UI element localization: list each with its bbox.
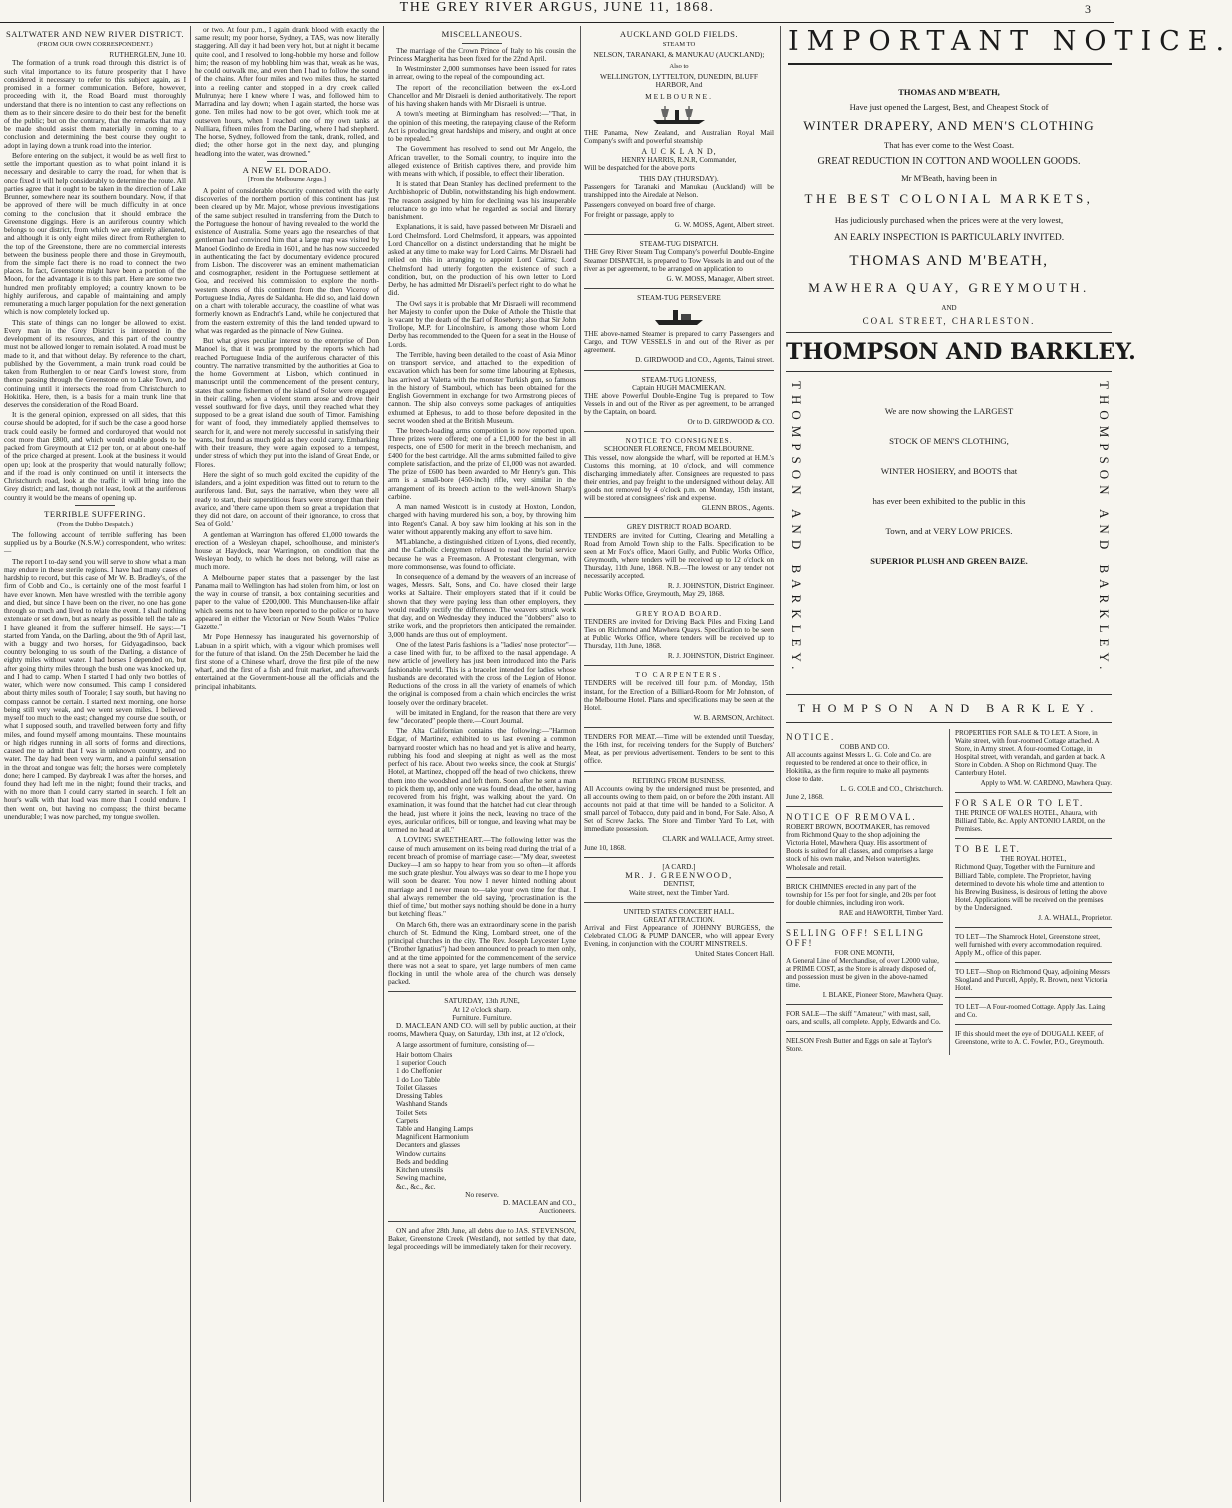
- ad-body: ROBERT BROWN, BOOTMAKER, has removed from Richmond Quay to the shop adjoining the Victoria Hotel, Mawhera Quay. His assortment of Boots is suited for all classes, and comprises a large stock of his own make, and Nelson watertights. Wholesale and retail.: [786, 823, 934, 872]
- ad-signature: L. G. COLE and CO., Christchurch.: [840, 785, 943, 794]
- divider: [584, 370, 774, 371]
- paragraph: On March 6th, there was an extraordinary scene in the parish church of St. Edmund the King, Lombard street, one of the principal churches in the city. The Rev. Joseph Leycester Lyne ("Brother Ignatius") had been announced to preach to men only, and at the time appointed for the commencement of the service there was not a seat to spare, yet large numbers of men came flocking in until the whole area of the church was densely packed.: [388, 919, 576, 987]
- list-item: Carpets: [396, 1115, 419, 1125]
- divider: [584, 902, 774, 903]
- divider: [584, 431, 774, 432]
- paragraph: The marriage of the Crown Prince of Italy to his cousin the Princess Margherita has been fixed for the 22nd April.: [388, 45, 576, 63]
- reduction-heading: GREAT REDUCTION IN COTTON AND WOOLLEN GOODS.: [817, 156, 1081, 167]
- advert-panel: [786, 82, 1136, 1504]
- ad-title: STEAM-TUG LIONESS,: [641, 375, 717, 384]
- ad-body: TENDERS FOR MEAT.—Time will be extended until Tuesday, the 16th inst, for receiving tenders for the Supply of Butchers' Meat, as per previous advertisement. Tenders to be sent to this office.: [584, 733, 774, 766]
- ad-subtitle: WELLINGTON, LYTTELTON, DUNEDIN, BLUFF HARBOR, And: [599, 71, 758, 90]
- ad-subtitle: MELBOURNE.: [645, 91, 713, 101]
- list-item: Magnificent Harmonium: [396, 1132, 469, 1142]
- divider: [584, 517, 774, 518]
- vertical-advert-body: [810, 386, 1088, 586]
- article-source: (From the Dubbo Despatch.): [57, 520, 133, 528]
- list-item: Sewing machine,: [396, 1173, 447, 1183]
- divider: [786, 877, 943, 878]
- paragraph: It is the general opinion, expressed on all sides, that this course should be adopted, for if such be the case a good horse track could easily be formed and corduroyed that would not cost more than £800, and which would enable goods to be packed from Greymouth at £12 per ton, or at about one-half of the price charged at present. Look at the business it would open up; look at the prosperity that would naturally follow; and if the road is only continued on until it intersects the Christchurch road, look at the traffic it will bring into the Grey district; and last, though not least, look at the auriferous country it would be the means of opening up.: [4, 410, 186, 502]
- paragraph: A Melbourne paper states that a passenger by the last Panama mail to Wellington has had stolen from him, or lost on the way in course of transit, a box containing securities and paper to the value of £200,000. This Munchausen-like affair which seems not to have been reported to the police or to have appeared in either the Victorian or New South Wales "Police Gazette.": [195, 572, 379, 632]
- list-item: Toilet Glasses: [396, 1082, 438, 1092]
- divider: [955, 997, 1112, 998]
- ad-card: [A CARD.]: [662, 862, 696, 871]
- ad-subtitle: STEAM TO: [662, 40, 696, 48]
- divider: [786, 722, 1112, 723]
- ad-body: THE Grey River Steam Tug Company's powerful Double-Engine Steamer DISPATCH, is prepared to Tow Vessels in and out of the river as per agreement, to be arranged on application to: [584, 248, 774, 273]
- ad-subtitle: Captain HUGH MACMIEKAN.: [632, 383, 726, 392]
- divider: [955, 927, 1112, 928]
- advert-line: WINTER HOSIERY, and BOOTS that: [880, 466, 1018, 476]
- ad-title: GREY ROAD BOARD.: [635, 609, 723, 618]
- article-source: [From the Melbourne Argus.]: [248, 176, 326, 184]
- ad-body: For freight or passage, apply to: [584, 211, 674, 220]
- paragraph: Explanations, it is said, have passed between Mr Disraeli and Lord Chelmsford. Lord Chelmsford, it appears, was appointed Lord Chancellor on a distinct understanding that he might be asked at any time to make way for Lord Cairns. Mr Disraeli had relied on this in arranging to appoint Lord Cairns; Lord Chelmsford had utterly forgotten the existence of such a condition, but, on the production of his own letter to Lord Derby, he has admitted Mr Disraeli's perfect right to do what he did.: [388, 222, 576, 298]
- paragraph: It is stated that Dean Stanley has declined preferment to the Archbishopric of Dublin, notwithstanding his high endowment. The reason assigned by him for declining was his insuperable reluctance to go into what he regarded as social and literary banishment.: [388, 179, 576, 222]
- paragraph: ON and after 28th June, all debts due to JAS. STEVENSON, Baker, Greenstone Creek (Westland), not settled by that date, legal proceedings will be immediately taken for their recovery.: [388, 1225, 576, 1252]
- ad-body: TO LET—The Shamrock Hotel, Greenstone street, well furnished with every accommodation required. Apply M., office of this paper.: [955, 932, 1102, 957]
- article-title: A NEW EL DORADO.: [242, 164, 332, 175]
- ad-signature: J. A. WHALL, Proprietor.: [1038, 913, 1112, 922]
- list-item: Hair bottom Chairs: [396, 1049, 453, 1059]
- ad-title: RETIRING FROM BUSINESS.: [632, 776, 726, 785]
- divider: [955, 792, 1112, 793]
- ad-address: Waite street, next the Timber Yard.: [628, 888, 730, 897]
- paragraph: D. MACLEAN AND CO. will sell by public auction, at their rooms, Mawhera Quay, on Saturday, 13th inst, at 12 o'clock,: [388, 1021, 576, 1039]
- list-item: Washhand Stands: [396, 1099, 448, 1109]
- quay-address: MAWHERA QUAY, GREYMOUTH.: [808, 280, 1090, 295]
- ad-body: Richmond Quay, Together with the Furniture and Billiard Table, complete. The Proprietor, having determined to devote his whole time and attention to his Brewing Business, is desirous of letting the above Hotel. Applications will be received on the premises by the Undersigned.: [955, 863, 1107, 912]
- advert-line: has ever been exhibited to the public in this: [872, 496, 1026, 506]
- divider: [786, 922, 943, 923]
- ad-date: June 2, 1868.: [786, 793, 824, 802]
- ad-subtitle: GREAT ATTRACTION.: [643, 915, 715, 924]
- paragraph: A town's meeting at Birmingham has resolved:—"That, in the opinion of this meeting, the ratepaying clause of the Reform Act is producing great hardships and misery, and ought at once to be repealed.": [388, 109, 576, 144]
- ad-signature: I. BLAKE, Pioneer Store, Mawhera Quay.: [822, 990, 943, 999]
- ad-body: All Accounts owing by the undersigned must be presented, and all accounts owing to them paid, on or before the 20th instant. All accounts not paid at that time will be handed to a Solicitor. A small parcel of Tobacco, duty paid and in bond, For Sale. Also, A Set of Screw Jacks. The Store and Timber Yard To Let, with immediate possession.: [584, 784, 774, 834]
- paragraph: or two. At four p.m., I again drank blood with exactly the same result; my poor horse, Sydney, a TAS, was now literally staggering. All day it had been very hot, but at night it became quite cool, and I resolved to long-hobble my horse and follow him; the reason of my hobbling him was that, weak as he was, he could outwalk me, and even then I had to follow the sound of the chains. After four miles and two miles thus, he started into a reeling canter and stopped in a dry creek called Mulrunya; here I knew where I was, and followed him to Marradina and lay down; when I again started, the horse was gone. Ten miles had now to be got over, which took me at outseven hours, when I reached one of my own tanks at Nulliara, fifteen miles from the Darling, where I had shepherd. The horse, Sydney, followed from the tank, drank, rolled, and died; the other horse got in the next day, and plunging headlong into the water, was drowned.": [195, 25, 379, 158]
- divider: [786, 371, 1112, 372]
- column-1: [4, 26, 186, 1504]
- divider: [955, 1024, 1112, 1025]
- firm-name: THOMAS AND M'BEATH,: [898, 87, 1000, 97]
- ad-signature: D. GIRDWOOD and CO., Agents, Tainui street.: [635, 356, 774, 365]
- divider: [388, 1221, 576, 1222]
- paragraph: The following account of terrible suffering has been supplied us by a Bourke (N.S.W.) correspondent, who writes:—: [4, 529, 186, 556]
- paragraph: Here the sight of so much gold excited the cupidity of the islanders, and a joint expedition was fitted out to return to the auriferous land. But, says the narrative, when they were all ready to start, their superstitious fears were stronger than their avarice, and 'there came upon them so great a trepidation that they did not dare, on account of their ignorance, to cross that Sea of Gold.': [195, 469, 379, 529]
- divider: [786, 1031, 943, 1032]
- judicious-text: Has judiciously purchased when the prices were at the very lowest,: [834, 215, 1064, 225]
- column-rule: [780, 26, 781, 1502]
- divider: [786, 806, 943, 807]
- ad-subheading: FOR ONE MONTH,: [834, 948, 895, 957]
- divider: [786, 694, 1112, 695]
- paragraph: In Westminster 2,000 summonses have been issued for rates in arrear, owing to the repeal of the compounding act.: [388, 64, 576, 82]
- ad-body: This vessel, now alongside the wharf, will be reported at H.M.'s Customs this morning, at 10 o'clock, and will commence discharging immediately after. Consignees are requested to pass their entries, and pay freight to the undersigned without delay. All goods not removed by 4 o'clock p.m. on Monday, 15th instant, will be stored at consignees' risk and expense.: [584, 453, 774, 503]
- ad-subtitle: NELSON, TARANAKI, & MANUKAU (AUCKLAND);: [593, 50, 765, 60]
- steam-tug-icon: [651, 305, 707, 327]
- classified-column-right: [949, 729, 1112, 1055]
- ad-subheading: COBB AND CO.: [839, 743, 890, 752]
- ad-body: PROPERTIES FOR SALE & TO LET. A Store, in Waite street, with four-roomed Cottage attached. A Store, in Army street. A four-roomed Cottage, in Hospital street, with verandah, and garden at back. A Store in Cobden. A Shop on Richmond Quay. The Canterbury Hotel.: [955, 729, 1105, 778]
- masthead: [0, 0, 1114, 22]
- ad-signature: Or to D. GIRDWOOD & CO.: [687, 418, 774, 427]
- paragraph: A point of considerable obscurity connected with the early discoveries of the northern portion of this continent has just been cleared up by Mr. Major, whose previous investigations of the same subject resulted in transferring from the Dutch to the Portuguese the honour of having revealed to the world the existence of Australia. Some years ago the researches of that gentleman had convinced him that a large map was visited by Manoel Godinho de Eredia in 1601, and he has now succeeded in authenticating the fact by documentary evidence procured from Lisbon. The discoverer was an eminent mathematician and cosmographer, resident in the Portuguese settlement at Goa, and received his commission to explore the north-western shores of this continent from the then Viceroy of Portuguese India, Ayres de Saldanha. He did so, and laid down on a chart with tolerable accuracy, the coastline of what was formerly known as Endracht's Land, while he conjectured that from the eastern extremity of this the land tended upward to what was regarded as the pinnacle of New Guinea.: [195, 185, 379, 335]
- paragraph: Before entering on the subject, it would be as well first to settle the important question as to what point inland it is necessary and desirable to carry the road, for when that is once fixed it will help considerably to determine the route. All parties agree that it ought to be taken in the direction of Lake Brunner, somewhere near its southern boundary. Now, if that be approved of there will be much difficulty in at once coming to the conclusion that it should embrace the Greenstone diggings. Here is an auriferous country which belongs to our district, from which we are entirely alienated, and although it is only eight miles direct from Rutherglen to the top of the Greenstone, there are no commercial interests between the business people there and those in Greymouth, from the simple fact there is no road to connect the two places. In fact, Greenstone might have been a portion of the Moon, for the advantage it is to this part. Here are some two hundred men profitably employed; a country known to be highly auriferous, and capable of maintaining and amply remunerating a much larger population for the next generation which is now completely locked up.: [4, 150, 186, 317]
- list-item: 1 superior Couch: [396, 1058, 447, 1068]
- ad-body: THE PRINCE OF WALES HOTEL, Ahaura, with Billiard Table, &c. Apply ANTONIO LARDI, on the Premises.: [955, 809, 1106, 834]
- important-notice-title: IMPORTANT NOTICE.: [788, 26, 1232, 57]
- divider: [584, 771, 774, 772]
- list-item: Beds and bedding: [396, 1156, 449, 1166]
- paragraph: will be imitated in England, for the reason that there are very few "decorated" people there.—Court Journal.: [388, 707, 576, 725]
- divider: [75, 505, 115, 506]
- vertical-text-left: THOMPSON AND BARKLEY.: [789, 380, 804, 676]
- ad-subheading: THE ROYAL HOTEL,: [1000, 855, 1067, 864]
- advert-line: SUPERIOR PLUSH AND GREEN BAIZE.: [870, 556, 1028, 566]
- ad-signature: G. W. MOSS, Manager, Albert street.: [666, 274, 774, 283]
- ad-signature: Apply to WM. W. CARDNO, Mawhera Quay.: [980, 779, 1112, 788]
- column-2: [195, 26, 379, 1504]
- ad-title: NOTICE TO CONSIGNEES.: [625, 437, 733, 446]
- divider: [584, 604, 774, 605]
- markets-heading: THE BEST COLONIAL MARKETS,: [804, 191, 1094, 206]
- paragraph: The Government has resolved to send out Mr Angelo, the African traveller, to the Somali country, to inquire into the alleged existence of British captives there, and provide him with means with which, if possible, to effect their liberation.: [388, 144, 576, 178]
- thompson-barkley-title-2: THOMPSON AND BARKLEY.: [797, 701, 1101, 715]
- paragraph: A LOVING SWEETHEART.—The following letter was the cause of much amusement on its being read during the trial of a recent breach of promise of marriage case:—"My dear, sweetest Duckey—I am so happy to hear from you so often—it affords me such grate pleshur. You always was so dear to me I hope you will soon be dearer. You now I never hinted nothing about marriage and I never mean to—take your own time for that. I shal always remember the old saying, 'procrastination is the thief of time,' but mother says nothing should be done in a hurry but ketching' fleas.": [388, 835, 576, 919]
- ad-title: STEAM-TUG DISPATCH.: [639, 240, 719, 249]
- ad-subtitle: DENTIST,: [663, 880, 695, 889]
- paragraph: One of the latest Paris fashions is a "ladies' nose protector"—a case lined with fur, to be affixed to the nasal appendage. A new article of jewellery has just been introduced into the Paris fashionable world. This is a bracelet intended for ladies whose husbands are decorated with the cross of the Legion of Honor. Reductions of the cross in all the variety of enamels of which the original is composed from a chain which encircles the wrist loosely over the ordinary bracelet.: [388, 639, 576, 707]
- auction-signature: D. MACLEAN and CO.,: [503, 1198, 576, 1208]
- article-title: TERRIBLE SUFFERING.: [44, 508, 146, 519]
- ad-title: GREY DISTRICT ROAD BOARD.: [626, 523, 732, 532]
- ad-subtitle: Also to: [669, 62, 689, 70]
- shipping-column: [584, 26, 774, 1504]
- ad-title: MR. J. GREENWOOD,: [625, 869, 733, 880]
- ad-body: THE above Powerful Double-Engine Tug is prepared to Tow Vessels in and out of the River as per agreement, to be arranged by the Captain, on board.: [584, 391, 774, 417]
- ad-signature: CLARK and WALLACE, Army street.: [662, 835, 774, 844]
- steamship-icon: [651, 104, 707, 126]
- paragraph: A large assortment of furniture, consisting of—: [396, 1039, 535, 1049]
- ad-signature: R. J. JOHNSTON, District Engineer.: [667, 652, 774, 661]
- auction-signature-role: Auctioneers.: [538, 1206, 576, 1216]
- column-rule: [190, 26, 191, 1502]
- divider: [462, 43, 502, 44]
- list-item: Dressing Tables: [396, 1091, 443, 1101]
- list-item: Window curtains: [396, 1148, 446, 1158]
- buyer-text: Mr M'Beath, having been in: [901, 173, 997, 183]
- paragraph: Mr Pope Hennessy has inaugurated his governorship of Labuan in a spirit which, with a vigour which promises well for the future of that island. On the 25th December he laid the first stone of a Chinese wharf, drove the first pile of the new wharf, and the first of a fish and fruit market, and afterwards entertained at the Government-house all the officials and the principal inhabitants.: [195, 632, 379, 691]
- ad-body: Will be despatched for the above ports: [584, 164, 695, 173]
- paragraph: A man named Westcott is in custody at Hoxton, London, charged with having murdered his son, a boy, by throwing him into Regent's Canal. A boy saw him looking at his son in the water without apparently making any effort to save him.: [388, 502, 576, 536]
- ad-body: NELSON Fresh Butter and Eggs on sale at Taylor's Store.: [786, 1037, 932, 1054]
- paragraph: A gentleman at Warrington has offered £1,000 towards the erection of a Wesleyan chapel, schoolhouse, and minister's house at Haydock, near Warrington, on condition that the Wesleyan body, to which he does not belong, will raise as much more.: [195, 529, 379, 572]
- paragraph: But what gives peculiar interest to the enterprise of Don Manoel is, that it was prompted by the reports which had reached Portuguese India of the auriferous character of this country. The narrative transmitted by the authorities at Goa to the home Government at Lisbon, which continued in manuscript until the commencement of the present century, states that some fishermen of the island of Solor were engaged in their calling, when a violent storm arose and drove their vessel southward for five days, until they reached what they supposed to be a great island due south of Timor. Famishing for want of food, they immediately applied themselves to search for it, and were not merely successful in satisfying their wants, but found as much gold as they could carry. Embarking with their treasure, they were again exposed to a tempest, under stress of which they put into the island of Great Ende, or Flores.: [195, 336, 379, 469]
- article-title: MISCELLANEOUS.: [441, 29, 523, 39]
- vertical-text-right: THOMPSON AND BARKLEY.: [1097, 380, 1112, 676]
- ad-title: STEAM-TUG PERSEVERE: [637, 293, 721, 302]
- ship-master: HENRY HARRIS, R.N.R, Commander,: [621, 156, 737, 165]
- ad-body: TENDERS are invited for Driving Back Piles and Fixing Land Ties on Richmond and Mawhera Quays. Specification to be seen at Public Works Office, where tenders will be received up to Thursday, 11th June, 1868.: [584, 617, 774, 651]
- ad-date: June 10, 1868.: [584, 843, 626, 852]
- ad-signature: G. W. MOSS, Agent, Albert street.: [674, 221, 774, 230]
- paragraph: M'Lablanche, a distinguished citizen of Lyons, died recently, and the Catholic clergymen refused to read the burial service because he was a Freemason. A Protestant clergyman, with more commonsense, was found to officiate.: [388, 537, 576, 571]
- ad-body: FOR SALE—The skiff "Amateur," with mast, sail, oars, and sculls, all complete. Apply, Edwards and Co.: [786, 1009, 941, 1026]
- divider: [584, 857, 774, 858]
- ad-signature: United States Concert Hall.: [694, 950, 774, 959]
- auction-goods: Furniture. Furniture.: [452, 1012, 512, 1022]
- paragraph: This state of things can no longer be allowed to exist. Every man in the Grey District is interested in the development of its resources, and this part of the country must not be allowed longer to remain isolated. A road must be made to it, and that without delay. By reference to the chart, published by the Government, a main trunk road could be taken from Rutherglen to or near Card's lowest store, from thence passing through the Greenstone on to Lake Town, and continuing until it intersects the road from Christchurch to Hokitika. Here, then, is a basis for a main trunk line that deserves the consideration of the Road Board.: [4, 317, 186, 409]
- ad-body: IF this should meet the eye of DOUGALL KEEF, of Greenstone, write to A. C. Fowler, P.O., Greymouth.: [955, 1029, 1104, 1046]
- ad-signature: GLENN BROS., Agents.: [701, 504, 774, 513]
- ad-heading: NOTICE OF REMOVAL.: [786, 812, 917, 823]
- ad-title: TO CARPENTERS.: [635, 671, 723, 680]
- column-3: [388, 26, 576, 1504]
- ad-body: THE above-named Steamer is prepared to carry Passengers and Cargo, and TOW VESSELS in and out of the River as per agreement.: [584, 330, 774, 355]
- list-item: &c., &c., &c.: [396, 1181, 436, 1191]
- stock-heading: WINTER DRAPERY, AND MEN'S CLOTHING: [803, 118, 1095, 133]
- ad-body: A General Line of Merchandise, of over L2000 value, at PRIME COST, as the Store is already disposed of, and possession must be given in the above-named time.: [786, 956, 939, 989]
- ad-body: TENDERS will be received till four p.m. of Monday, 15th instant, for the Erection of a Billiard-Room for Mr Johnston, of the Melbourne Hotel. Plans and specifications may be seen at the Hotel.: [584, 679, 774, 712]
- ad-body: TO LET—Shop on Richmond Quay, adjoining Messrs Skogland and Purcell, Apply, R. Brown, next Victoria Hotel.: [955, 967, 1110, 992]
- paragraph: The formation of a trunk road through this district is of such vital importance to its future prosperity that I have considered it necessary to refer to this subject again, as I promised in a former communication. Before, however, proceeding with it, the Road Board must thoroughly understand that there is no intention to cast any reflections on them as to their sincere desire to do their best for the benefit of the public; but on the contrary, that the remarks that may be made should assist them materially in coming to a conclusion and determining the best course they ought to adopt in laying down a trunk road into the interior.: [4, 58, 186, 150]
- list-item: Table and Hanging Lamps: [396, 1124, 474, 1133]
- paragraph: The Alta Californian contains the following:—"Harmon Edgar, of Martinez, exhibited to us last evening a common barnyard rooster which has no head and yet is alive and hearty, rubbing his food and sleeping at night as well as the most perfect of his race. About two weeks since, the cook at Sturgis' Hotel, at Martinez, chopped off the head of two chickens, threw them into the woodshed and left them. Soon after he sent a man to pick them up, and only one was found dead, the other, having recovered from his fright, was walking about the yard. On examination, it was found that the hatchet had cut clear through the head, just where it joins the neck, leaving no trace of the eyes, auricular orifices, bill or tongue, and leaving what may be termed no head at all.": [388, 726, 576, 835]
- intro-text: Have just opened the Largest, Best, and Cheapest Stock of: [849, 102, 1049, 112]
- classified-columns: [786, 729, 1112, 1055]
- divider: [584, 288, 774, 289]
- divider: [955, 962, 1112, 963]
- firm-name-large: THOMAS AND M'BEATH,: [849, 253, 1049, 269]
- paragraph: The report I to-day send you will serve to show what a man may endure in these sterile regions. I have had many cases of hardship to record, but this case of Mr W. B. Bradley's, of the firm of Cobb and Co., is certainly one of the most fearful I have ever known. Men have wrestled with the terrible agony and died, but since I have been on the river, no one has gone through so much and lived to relate the event. I shall nothing extenuate or set down, but as nearly as possible tell the tale as I have gleaned it from the sufferer himself. He says:—"I started from Yanda, on the Darling, about the 9th of April last, with a buggy and two horses, for Gidyagadinsoo, back country belonging to us south of the Darling, a distance of eighty miles without water. I had horses I depended on, but after going thirty miles through the bush one was knocked up, and I had to camp. When I started I had only two bottles of water, which were now consumed. This camp I considered about thirty miles south of Toorale; I say south, but having no compass cannot be certain. I started next morning, one horse being still very weak, and we went seven miles. I believed myself too much to the east; changed my course due south, or what I supposed south, and travelled between forty and fifty miles, and found myself among mountains. These mountains or high ridges running in all sorts of forms and directions, caused me to admit that I was in unknown country, and no water. The day had been very warm, and a painful sensation in the throat and tongue was felt; the horses were completely done; here I camped. By daybreak I was after the horses, and found they had left me in the night; found their tracks, and with no more than I could carry started in search. I felt an hour's walk with that load was more than I could endure. I then went on, but having no compass; the thirst became unendurable; I was now parched, my tongue swollen.: [4, 556, 186, 821]
- ad-body: Passengers for Taranaki and Manukau (Auckland) will be transhipped into the Airedale at Nelson.: [584, 182, 774, 199]
- vertical-advert: [786, 378, 1112, 688]
- advert-line: Town, and at VERY LOW PRICES.: [885, 526, 1013, 536]
- ad-date: Public Works Office, Greymouth, May 29, 1868.: [584, 590, 725, 599]
- auction-list: [388, 1051, 576, 1191]
- auction-reserve: No reserve.: [465, 1189, 499, 1199]
- ad-heading: SELLING OFF! SELLING OFF!: [786, 927, 925, 948]
- ad-title: UNITED STATES CONCERT HALL.: [623, 907, 735, 916]
- and-text: AND: [941, 304, 957, 312]
- paragraph: The Terrible, having been detailed to the coast of Asia Minor on transport service, and attached to the expedition of excavation which has been for some time labouring at Ephesus, has arrived at Valetta with the monster Turkish gun, so famous in the history of Stamboul, which has been obtained for the English Government in exchange for two Armstrong pieces of cannon. The ship also conveys some packages of antiquities exhumed at Ephesus, to add to those before deposited in the secret wooden shed at the British Museum.: [388, 349, 576, 425]
- article-source: (FROM OUR OWN CORRESPONDENT.): [37, 40, 153, 48]
- ad-signature: R. J. JOHNSTON, District Engineer.: [667, 582, 774, 591]
- ad-subtitle: SCHOONER FLORENCE, FROM MELBOURNE.: [604, 445, 754, 454]
- ad-body: Passengers conveyed on board free of charge.: [584, 200, 716, 209]
- list-item: Decanters and glasses: [396, 1140, 461, 1150]
- ad-heading: FOR SALE OR TO LET.: [955, 798, 1085, 809]
- ad-body: All accounts against Messrs L. G. Cole and Co. are requested to be rendered at once to their office, in Hokitika, as the firm require to make all payments close to date.: [786, 751, 932, 784]
- column-rule: [383, 26, 384, 1502]
- divider: [584, 665, 774, 666]
- list-item: 1 do Cheffonier: [396, 1066, 443, 1076]
- paragraph: The breech-loading arms competition is now reported upon. Three prizes were offered; one of a £1,000 for the best in all respects, one of £500 for merit in the breech mechanism, and £400 for the best cartridge. All the arms submitted failed to give complete satisfaction, and the prize of £1,000 was not awarded. The prize of £600 has been awarded to Mr Henry's gun. This arm is a small-bore (450-inch) rifle, very similar in the arrangement of its breech action to the well-known Sharp's carbine.: [388, 426, 576, 501]
- divider: [267, 161, 307, 162]
- article-dateline: RUTHERGLEN, June 10.: [109, 50, 186, 60]
- paragraph: In consequence of a demand by the weavers of an increase of wages, Messrs. Salt, Sons, and Co. have closed their large works at Saltaire. Their employers stated that if it could be shown that they were paying less than other employers, they would readily rectify the difference. The weavers struck work that day, and on Wednesday they induced the "dobbers" also to strike work, and the proprietors then anticipated the remainder. 3,000 hands are thus out of employment.: [388, 572, 576, 639]
- ship-name: A U C K L A N D,: [641, 147, 717, 157]
- thompson-barkley-title: THOMPSON AND BARKLEY.: [786, 339, 1136, 365]
- auction-date: SATURDAY, 13th JUNE,: [444, 996, 520, 1006]
- masthead-rule: [0, 22, 1114, 23]
- ad-body: Arrival and First Appearance of JOHNNY BURGESS, the Celebrated CLOG & PUMP DANCER, who will appear Every Evening, in conjunction with the COURT MINSTRELS.: [584, 923, 774, 949]
- divider: [786, 332, 1112, 333]
- title-rule: [788, 63, 1112, 65]
- coast-text: That has ever come to the West Coast.: [884, 140, 1014, 150]
- divider: [584, 234, 774, 235]
- ad-day: THIS DAY (THURSDAY).: [639, 174, 719, 183]
- ad-heading: NOTICE.: [786, 732, 836, 742]
- divider: [584, 727, 774, 728]
- divider: [388, 991, 576, 992]
- divider: [955, 838, 1112, 839]
- inspection-heading: AN EARLY INSPECTION IS PARTICULARLY INVITED.: [833, 233, 1065, 243]
- advert-line: We are now showing the LARGEST: [884, 406, 1014, 416]
- auction-time: At 12 o'clock sharp.: [452, 1004, 512, 1014]
- ad-body: BRICK CHIMNIES erected in any part of the township for 15s per foot for single, and 20s per foot for double chimnies, including iron work.: [786, 882, 936, 907]
- ad-signature: W. B. ARMSON, Architect.: [693, 713, 774, 722]
- ad-heading: TO BE LET.: [955, 844, 1021, 855]
- classified-column-left: [786, 729, 943, 1055]
- ad-body: THE Panama, New Zealand, and Australian Royal Mail Company's swift and powerful steamship: [584, 129, 774, 146]
- list-item: Kitchen utensils: [396, 1165, 444, 1175]
- advert-line: STOCK OF MEN'S CLOTHING,: [889, 436, 1009, 446]
- article-title: SALTWATER AND NEW RIVER DISTRICT.: [6, 29, 184, 39]
- ad-signature: RAE and HAWORTH, Timber Yard.: [838, 908, 943, 917]
- list-item: 1 do Loo Table: [396, 1074, 441, 1084]
- ad-body: TENDERS are invited for Cutting, Clearing and Metalling a Road from Arnold Town ship to the Falls. Specification to be seen at Mr Fox's office, Maori Gully, and Public Works Office, Greymouth, where tenders will be received up to 12 o'clock on Thursday, 11th June, 1868. N.B.—The lowest or any tender not necessarily accepted.: [584, 531, 774, 581]
- ad-title: AUCKLAND GOLD FIELDS.: [619, 29, 739, 39]
- page-number: 3: [1085, 2, 1093, 16]
- ad-body: TO LET—A Four-roomed Cottage. Apply Jas. Laing and Co.: [955, 1002, 1106, 1019]
- divider: [786, 1004, 943, 1005]
- column-rule: [580, 26, 581, 1502]
- paragraph: The Owl says it is probable that Mr Disraeli will recommend her Majesty to confer upon the Duke of Athole the Thistle that is vacant by the death of the Earl of Rosebery; also that Sir John Trollope, M.P. for Lincolnshire, is among those whom Lord Derby has recommended to the Queen for a seat in the House of Lords.: [388, 298, 576, 349]
- paragraph: The report of the reconciliation between the ex-Lord Chancellor and Mr Disraeli is denied authoritatively. The report of his having shaken hands with Mr Disraeli is untrue.: [388, 82, 576, 109]
- list-item: Toilet Sets: [396, 1107, 427, 1117]
- masthead-title: THE GREY RIVER ARGUS, JUNE 11, 1868.: [399, 0, 715, 15]
- coal-street-address: COAL STREET, CHARLESTON.: [862, 316, 1036, 326]
